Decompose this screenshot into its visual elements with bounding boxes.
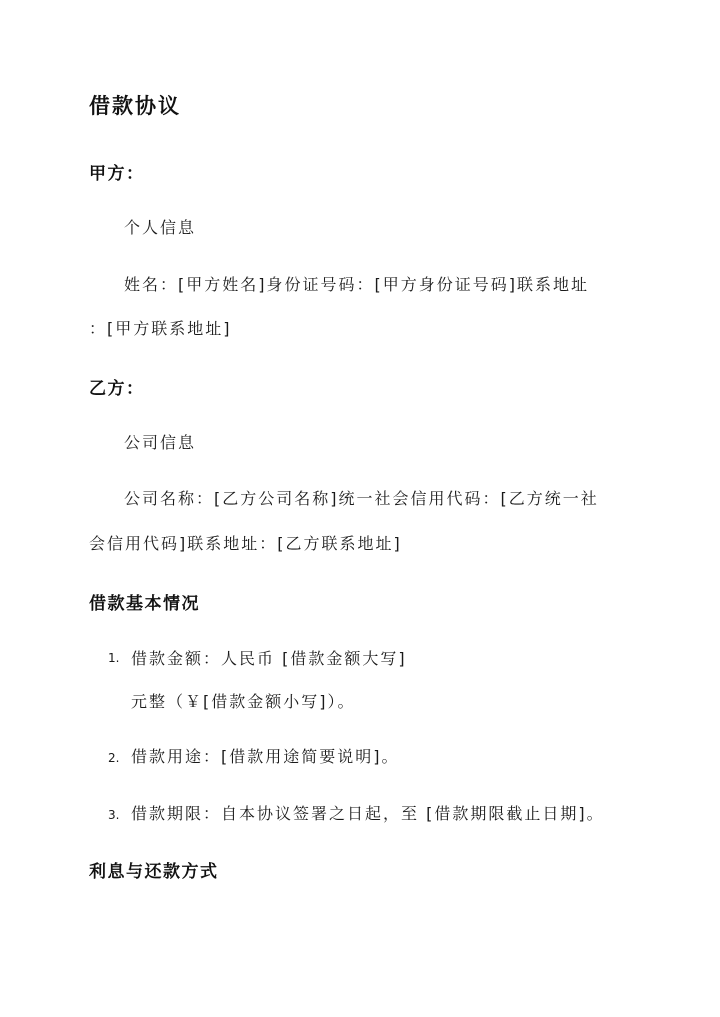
party-b-info-line-2: 会信用代码]联系地址：[乙方联系地址] [89, 534, 402, 553]
list-item-number: 1. [108, 651, 120, 665]
interest-heading: 利息与还款方式 [89, 862, 219, 882]
party-b-info-line-1: 公司名称：[乙方公司名称]统一社会信用代码：[乙方统一社 [124, 489, 599, 508]
list-item-number: 3. [108, 808, 120, 822]
list-item-number: 2. [108, 751, 120, 765]
list-item-text: 借款金额：人民币 [借款金额大写] [131, 649, 407, 668]
party-a-info-line-2: ：[甲方联系地址] [89, 319, 232, 338]
party-b-heading: 乙方： [89, 379, 145, 399]
party-b-subheading: 公司信息 [124, 433, 197, 452]
loan-basics-heading: 借款基本情况 [89, 594, 200, 614]
party-a-heading: 甲方： [89, 164, 145, 184]
party-a-subheading: 个人信息 [124, 218, 197, 237]
party-a-info-line-1: 姓名：[甲方姓名]身份证号码：[甲方身份证号码]联系地址 [124, 275, 589, 294]
list-item-text: 借款用途：[借款用途简要说明]。 [131, 747, 400, 766]
document-title: 借款协议 [89, 93, 181, 118]
list-item-text: 借款期限：自本协议签署之日起，至 [借款期限截止日期]。 [131, 804, 605, 823]
list-item-text-continuation: 元整（￥[借款金额小写]）。 [131, 692, 356, 711]
